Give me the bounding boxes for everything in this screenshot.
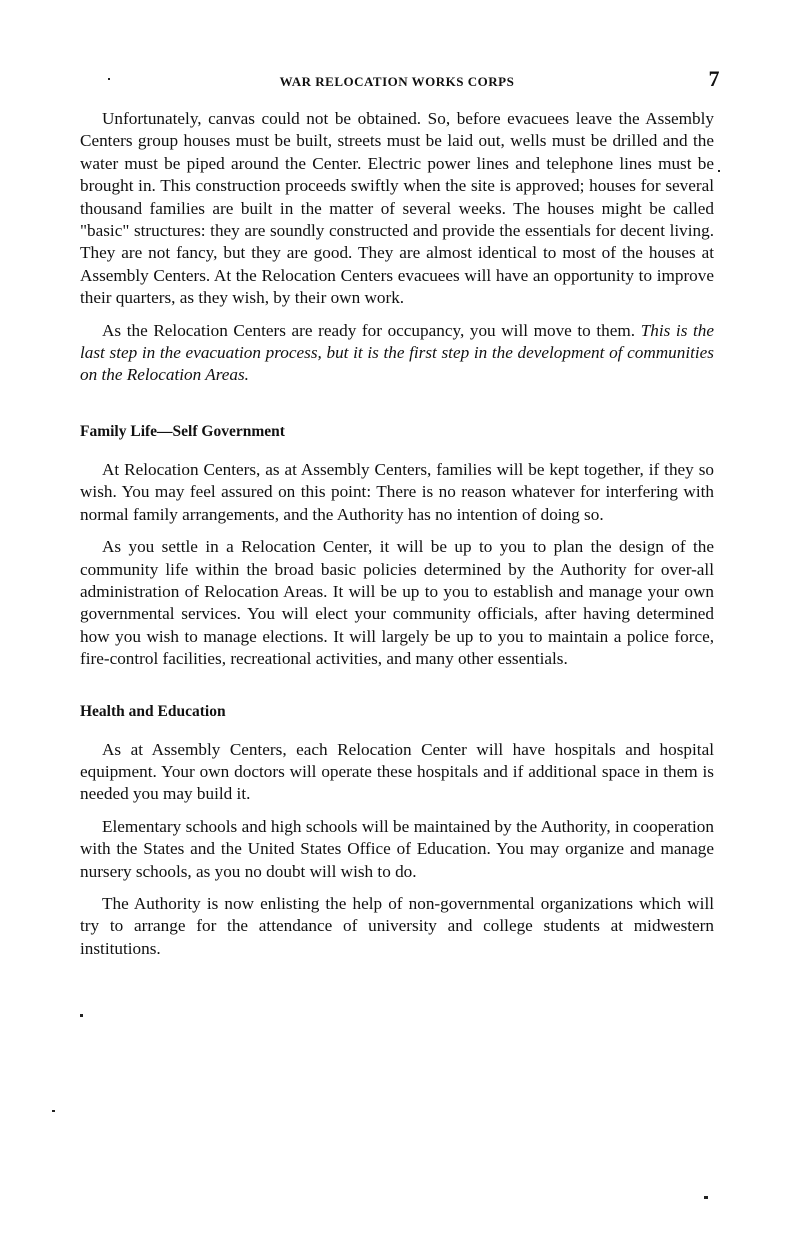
section-intro bbox=[80, 108, 714, 387]
paragraph-universities: The Authority is now enlisting the help of non-governmental organizations which will try to arrange for the attendance of university and college students at midwestern institutions. bbox=[80, 893, 714, 958]
book-page bbox=[80, 60, 720, 970]
paragraph-families: At Relocation Centers, as at Assembly Centers, families will be kept together, if they so wish. You may feel assured on this point: There is no reason whatever for interfering with normal family arrangements, and the Authority has no intention of doing so. bbox=[80, 459, 714, 524]
stray-mark bbox=[52, 1110, 55, 1112]
running-title: WAR RELOCATION WORKS CORPS bbox=[279, 74, 515, 89]
paragraph-construction: Unfortunately, canvas could not be obtained. So, before evacuees leave the Assembly Centers group houses must be built, streets must be laid out, wells must be drilled and the water must be piped around the Center. Electric power lines and telephone lines must be brought in. This construction proceeds swiftly when the site is approved; houses for several thousand families are built in the matter of several weeks. The houses might be called "basic" structures: they are soundly constructed and provide the essentials for decent living. They are not fancy, but they are good. They are almost identical to most of the houses at Assembly Centers. At the Relocation Centers evacuees will have an opportunity to improve their quarters, as they wish, by their own work. bbox=[80, 109, 714, 308]
occupancy-lead: As the Relocation Centers are ready for occupancy, you will move to them. bbox=[102, 320, 636, 340]
running-head bbox=[80, 60, 720, 100]
heading-health-education: Health and Education bbox=[80, 702, 226, 720]
paragraph-occupancy bbox=[80, 320, 714, 387]
page-number: 7 bbox=[708, 66, 720, 91]
heading-family-life: Family Life—Self Government bbox=[80, 422, 285, 440]
stray-mark bbox=[718, 170, 720, 172]
occupancy-emphasis: This is the last step in the evacuation process, but it is the first step in the development of communities on the Relocation Areas. bbox=[80, 320, 715, 385]
stray-mark bbox=[704, 1196, 708, 1199]
paragraph-schools: Elementary schools and high schools will be maintained by the Authority, in cooperation with the States and the United States Office of Education. You may organize and manage nursery schools, as you no doubt will wish to do. bbox=[80, 816, 714, 881]
stray-mark bbox=[80, 1014, 83, 1017]
paragraph-hospitals: As at Assembly Centers, each Relocation Center will have hospitals and hospital equipment. Your own doctors will operate these hospitals and if additional space in them is needed you may build it. bbox=[80, 739, 714, 804]
paragraph-self-government: As you settle in a Relocation Center, it will be up to you to plan the design of the community life within the broad basic policies determined by the Authority for over-all administration of Relocation Areas. It will be up to you to establish and manage your own governmental services. You will elect your community officials, after having determined how you wish to manage elections. It will largely be up to you to maintain a police force, fire-control facilities, recreational activities, and many other essentials. bbox=[80, 537, 714, 669]
